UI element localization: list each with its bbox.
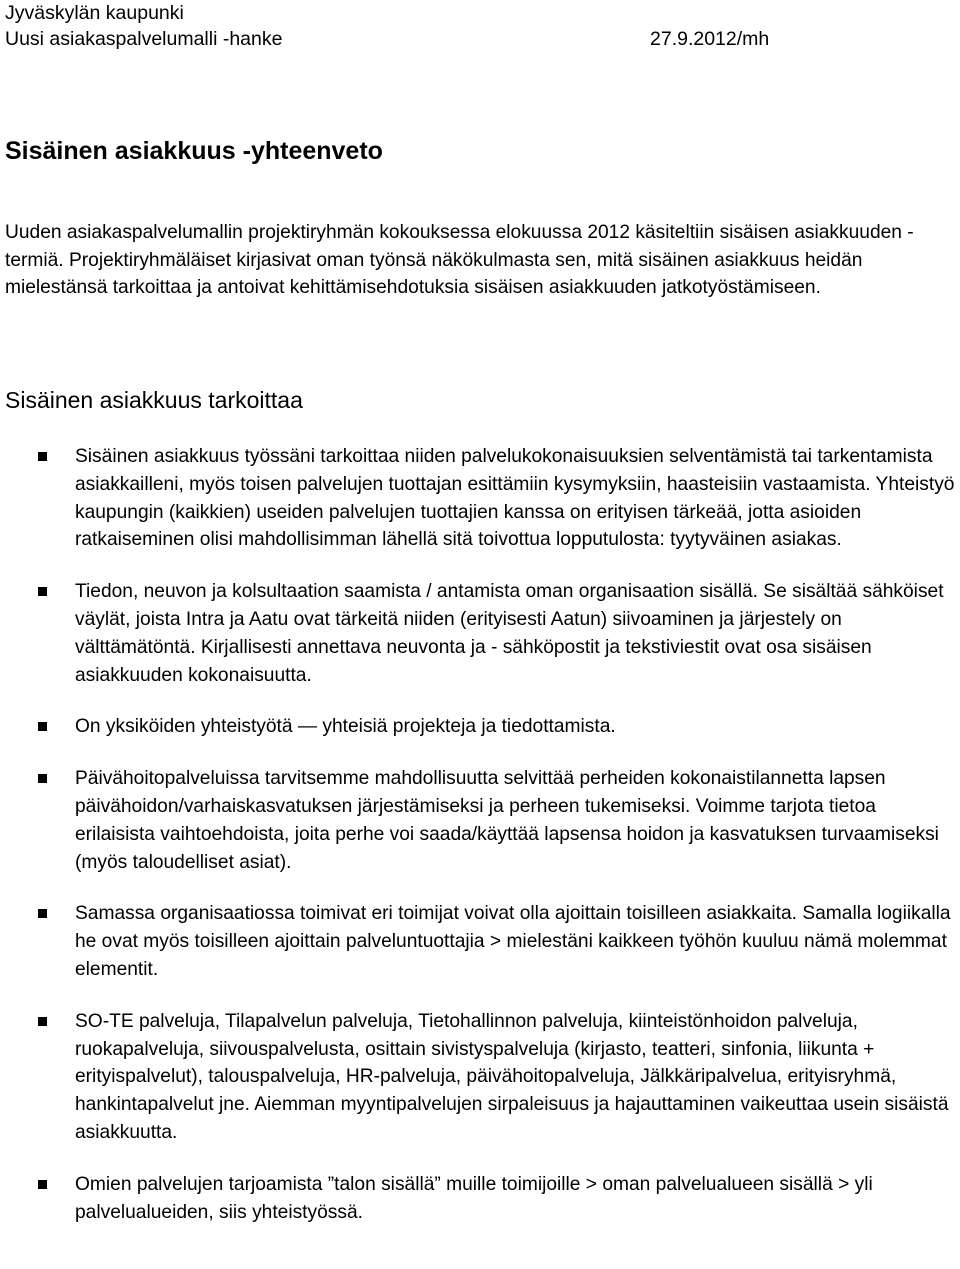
square-bullet-icon xyxy=(38,587,47,596)
list-item-text: Tiedon, neuvon ja kolsultaation saamista / antamista oman organisaation sisällä. Se sisältää sähköiset väylät, joista Intra ja Aatu ovat tärkeitä niiden (erityisesti Aatun) siivoaminen ja järjestely on välttämätöntä. Kirjallisesti annettava neuvonta ja - sähköpostit ja tekstiviestit ovat osa sisäisen asiakkuuden kokonaisuutta. xyxy=(75,581,944,686)
list-item-text: Samassa organisaatiossa toimivat eri toimijat voivat olla ajoittain toisilleen asiakkaita. Samalla logiikalla he ovat myös toisilleen ajoittain palveluntuottajia > mielestäni kaikkeen työhön kuuluu nämä molemmat elementit. xyxy=(75,903,951,980)
square-bullet-icon xyxy=(38,722,47,731)
intro-paragraph: Uuden asiakaspalvelumallin projektiryhmän kokouksessa elokuussa 2012 käsiteltiin sisäisen asiakkuuden -termiä. Projektiryhmäläiset kirjasivat oman työnsä näkökulmasta sen, mitä sisäinen asiakkuus heidän mielestänsä tarkoittaa ja antoivat kehittämisehdotuksia sisäisen asiakkuuden jatkotyöstämiseen. xyxy=(5,222,914,298)
list-item xyxy=(5,900,957,983)
list-item xyxy=(5,1171,957,1227)
list-item-text: Sisäinen asiakkuus työssäni tarkoittaa niiden palvelukokonaisuuksien selventämistä tai tarkentamista asiakkailleni, myös toisen palvelujen tuottajan esittämiin kysymyksiin, haasteisiin vastaamista. Yhteistyö kaupungin (kaikkien) useiden palvelujen tuottajien kanssa on erityisen tärkeää, jotta asioiden ratkaiseminen olisi mahdollisimman lähellä sitä toivottua lopputulosta: tyytyväinen asiakas. xyxy=(75,446,955,551)
square-bullet-icon xyxy=(38,1180,47,1189)
square-bullet-icon xyxy=(38,909,47,918)
document-title: Sisäinen asiakkuus -yhteenveto xyxy=(5,137,383,165)
list-item xyxy=(5,765,957,876)
square-bullet-icon xyxy=(38,774,47,783)
square-bullet-icon xyxy=(38,452,47,461)
list-item xyxy=(5,713,957,741)
section-title: Sisäinen asiakkuus tarkoittaa xyxy=(5,387,303,413)
list-item xyxy=(5,578,957,689)
list-item xyxy=(5,443,957,554)
bullet-list xyxy=(5,443,957,1226)
header-organization: Jyväskylän kaupunki xyxy=(5,2,184,24)
list-item-text: Päivähoitopalveluissa tarvitsemme mahdollisuutta selvittää perheiden kokonaistilannetta lapsen päivähoidon/varhaiskasvatuksen järjestämiseksi ja perheen tukemiseksi. Voimme tarjota tietoa erilaisista vaihtoehdoista, joita perhe voi saada/käyttää lapsensa hoidon ja kasvatuksen turvaamiseksi (myös taloudelliset asiat). xyxy=(75,768,939,873)
list-item-text: On yksiköiden yhteistyötä — yhteisiä projekteja ja tiedottamista. xyxy=(75,716,616,738)
header-date: 27.9.2012/mh xyxy=(650,28,770,50)
document-page xyxy=(5,0,957,1223)
list-item-text: Omien palvelujen tarjoamista ”talon sisällä” muille toimijoille > oman palvelualueen sisällä > yli palvelualueiden, siis yhteistyössä. xyxy=(75,1173,873,1223)
header-project: Uusi asiakaspalvelumalli -hanke xyxy=(5,28,283,50)
page-header xyxy=(5,0,957,52)
list-item-text: SO-TE palveluja, Tilapalvelun palveluja, Tietohallinnon palveluja, kiinteistönhoidon palveluja, ruokapalveluja, siivouspalvelusta, osittain sivistyspalveluja (kirjasto, teatteri, sinfonia, liikunta + erityispalvelut), talouspalveluja, HR-palveluja, päivähoitopalveluja, Jälkkäripalvelua, erityisryhmä, hankintapalvelut jne. Aiemman myyntipalvelujen sirpaleisuus ja hajauttaminen vaikeuttaa usein sisäistä asiakkuutta. xyxy=(75,1010,949,1143)
square-bullet-icon xyxy=(38,1017,47,1026)
list-item xyxy=(5,1008,957,1147)
